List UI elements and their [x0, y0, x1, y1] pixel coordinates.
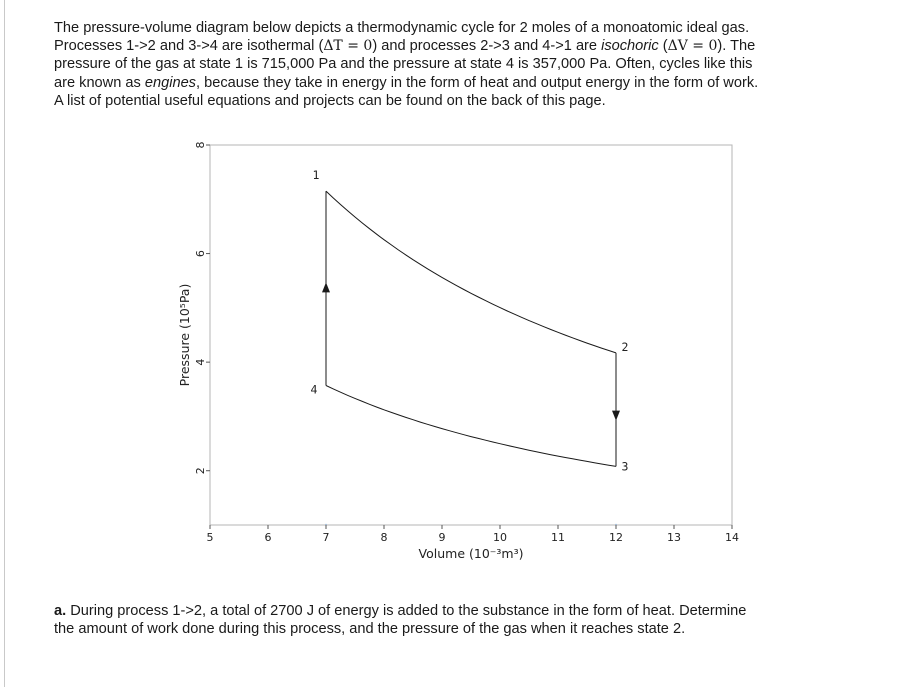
arrow-4-1	[322, 282, 330, 292]
process-3-4	[326, 386, 616, 467]
intro-line-2a: Processes 1->2 and 3->4 are isothermal (	[54, 38, 324, 55]
y-axis-label: Pressure (10⁵Pa)	[177, 283, 192, 387]
intro-line-1: The pressure-volume diagram below depicts a thermodynamic cycle for 2 moles of a monoatomic ideal gas.	[54, 20, 750, 36]
x-tick-label-11: 11	[551, 531, 565, 544]
intro-line-2c: (	[658, 38, 668, 55]
y-tick-label-2: 2	[194, 467, 207, 475]
state-label-1: 1	[312, 168, 320, 183]
x-tick-label-5: 5	[206, 531, 214, 544]
math-delta-t: ΔT = 0	[323, 38, 373, 55]
question-text-1: During process 1->2, a total of 2700 J of energy is added to the substance in the form of heat. Determine	[66, 603, 747, 619]
intro-line-4b: , because they take in energy in the form of heat and output energy in the form of work.	[195, 74, 759, 91]
state-label-3: 3	[621, 459, 629, 474]
cycle-paths	[326, 191, 616, 466]
isochoric-term: isochoric	[601, 38, 659, 55]
y-tick-label-8: 8	[194, 141, 207, 149]
question-text-2: the amount of work done during this process, and the pressure of the gas when it reaches state 2.	[54, 621, 686, 638]
x-tick-label-6: 6	[264, 531, 272, 544]
x-tick-label-14: 14	[725, 531, 739, 544]
x-tick-label-10: 10	[493, 531, 507, 544]
intro-line-3: pressure of the gas at state 1 is 715,000 Pa and the pressure at state 4 is 357,000 Pa. Often, cycles like this	[54, 56, 753, 73]
process-1-2	[326, 191, 616, 353]
state-label-4: 4	[310, 382, 318, 397]
plot-frame	[210, 145, 732, 525]
x-tick-label-12: 12	[609, 531, 623, 544]
engines-term: engines	[144, 74, 196, 91]
intro-line-2d: ). The	[717, 38, 756, 55]
intro-line-2b: ) and processes 2->3 and 4->1 are	[372, 38, 602, 55]
axis-ticks	[194, 142, 739, 545]
question-label: a.	[54, 603, 67, 619]
question-a	[54, 602, 884, 638]
state-label-2: 2	[621, 339, 629, 354]
y-tick-label-6: 6	[194, 250, 207, 258]
x-tick-label-13: 13	[667, 531, 681, 544]
intro-line-4a: are known as	[54, 74, 145, 91]
x-tick-label-9: 9	[438, 531, 446, 544]
x-tick-label-8: 8	[380, 531, 388, 544]
arrow-2-3	[612, 411, 620, 421]
direction-arrows	[322, 282, 620, 420]
x-tick-label-7: 7	[322, 531, 330, 544]
x-axis-label: Volume (10⁻³m³)	[418, 546, 524, 561]
y-tick-label-4: 4	[194, 358, 207, 366]
state-labels	[311, 168, 629, 473]
math-delta-v: ΔV = 0	[667, 38, 718, 55]
intro-line-5: A list of potential useful equations and projects can be found on the back of this page.	[54, 92, 606, 109]
